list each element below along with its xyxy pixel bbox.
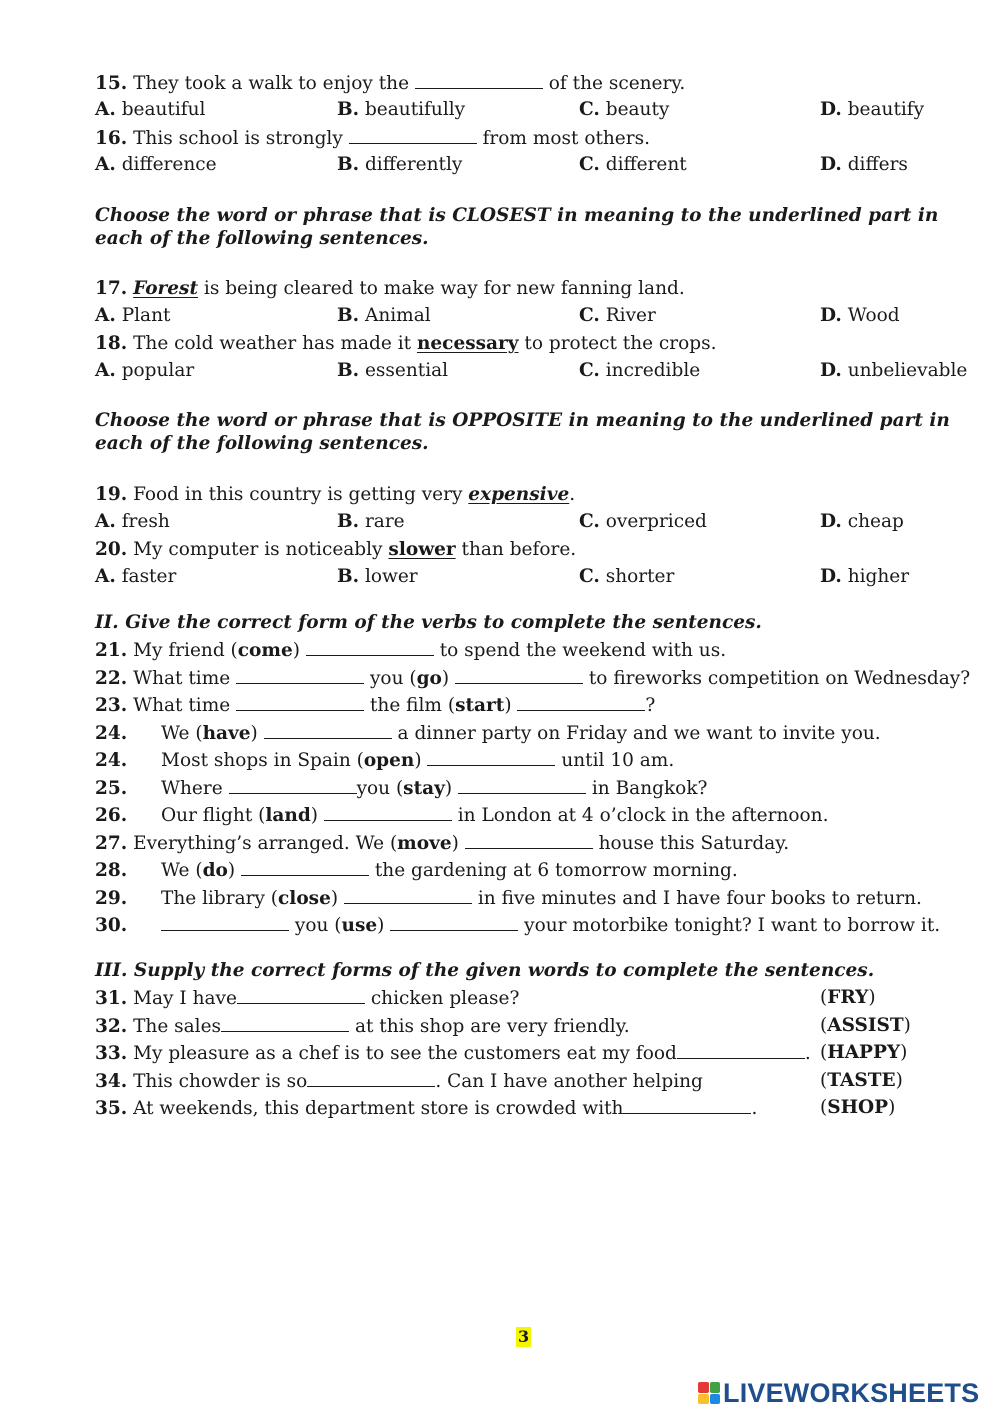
question-19: 19. Food in this country is getting very expensive. (95, 484, 576, 505)
underlined-word: Forest (133, 278, 199, 299)
answer-blank[interactable] (415, 71, 543, 89)
option-a[interactable]: A. beautiful (95, 99, 206, 120)
answer-blank[interactable] (427, 748, 555, 766)
logo-icon (698, 1382, 720, 1404)
option-d[interactable]: D. differs (820, 154, 908, 175)
option-b[interactable]: B. lower (337, 566, 418, 587)
question-30: 30. you (use) your motorbike tonight? I want to borrow it. (95, 915, 941, 936)
section-2-title: II. Give the correct form of the verbs to complete the sentences. (95, 612, 762, 633)
option-d[interactable]: D. Wood (820, 305, 900, 326)
question-23: 23. What time the film (start) ? (95, 695, 656, 716)
word-hint: (FRY) (820, 987, 876, 1008)
question-29: 29. The library (close) in five minutes and I have four books to return. (95, 888, 922, 909)
answer-blank[interactable] (306, 638, 434, 656)
question-18: 18. The cold weather has made it necessary to protect the crops. (95, 333, 717, 354)
option-c[interactable]: C. shorter (579, 566, 675, 587)
instruction-closest: Choose the word or phrase that is CLOSEST in meaning to the underlined part in each of the following sentences. (95, 205, 939, 249)
question-24a: 24. We (have) a dinner party on Friday and we want to invite you. (95, 723, 881, 744)
liveworksheets-logo[interactable] (698, 1378, 979, 1408)
question-17: 17. Forest is being cleared to make way for new fanning land. (95, 278, 685, 299)
underlined-word: expensive (468, 484, 570, 505)
question-28: 28. We (do) the gardening at 6 tomorrow morning. (95, 860, 738, 881)
option-c[interactable]: C. incredible (579, 360, 701, 381)
option-d[interactable]: D. unbelievable (820, 360, 968, 381)
question-32: 32. The sales at this shop are very friendly. (95, 1016, 630, 1037)
option-d[interactable]: D. cheap (820, 511, 904, 532)
option-a[interactable]: A. difference (95, 154, 217, 175)
answer-blank[interactable] (344, 886, 472, 904)
option-c[interactable]: C. beauty (579, 99, 670, 120)
instruction-opposite: Choose the word or phrase that is OPPOSITE in meaning to the underlined part in each of the following sentences. (95, 410, 950, 454)
logo-text: LIVEWORKSHEETS (723, 1377, 980, 1408)
answer-blank[interactable] (458, 776, 586, 794)
section-3-title: III. Supply the correct forms of the given words to complete the sentences. (95, 960, 875, 981)
option-d[interactable]: D. higher (820, 566, 910, 587)
answer-blank[interactable] (517, 693, 645, 711)
question-15: 15. They took a walk to enjoy the of the scenery. (95, 73, 686, 94)
answer-blank[interactable] (324, 803, 452, 821)
question-25: 25. Where you (stay) in Bangkok? (95, 778, 708, 799)
option-b[interactable]: B. beautifully (337, 99, 466, 120)
option-a[interactable]: A. popular (95, 360, 195, 381)
answer-blank[interactable] (349, 126, 477, 144)
question-20: 20. My computer is noticeably slower than before. (95, 539, 577, 560)
answer-blank[interactable] (229, 776, 357, 794)
answer-blank[interactable] (221, 1014, 349, 1032)
question-35: 35. At weekends, this department store is crowded with . (95, 1098, 758, 1119)
answer-blank[interactable] (677, 1041, 805, 1059)
answer-blank[interactable] (390, 913, 518, 931)
question-33: 33. My pleasure as a chef is to see the customers eat my food . (95, 1043, 811, 1064)
option-c[interactable]: C. different (579, 154, 687, 175)
word-hint: (ASSIST) (820, 1015, 911, 1036)
option-c[interactable]: C. overpriced (579, 511, 707, 532)
option-a[interactable]: A. fresh (95, 511, 170, 532)
question-31: 31. May I have chicken please? (95, 988, 520, 1009)
answer-blank[interactable] (241, 858, 369, 876)
option-b[interactable]: B. Animal (337, 305, 431, 326)
question-27: 27. Everything’s arranged. We (move) house this Saturday. (95, 833, 790, 854)
answer-blank[interactable] (455, 666, 583, 684)
question-21: 21. My friend (come) to spend the weekend with us. (95, 640, 727, 661)
underlined-word: necessary (416, 333, 519, 354)
option-b[interactable]: B. rare (337, 511, 405, 532)
option-c[interactable]: C. River (579, 305, 656, 326)
page-number: 3 (518, 1327, 530, 1346)
answer-blank[interactable] (236, 666, 364, 684)
word-hint: (SHOP) (820, 1097, 896, 1118)
question-16: 16. This school is strongly from most others. (95, 128, 650, 149)
option-a[interactable]: A. Plant (95, 305, 171, 326)
option-b[interactable]: B. differently (337, 154, 463, 175)
question-22: 22. What time you (go) to fireworks competition on Wednesday? (95, 668, 971, 689)
answer-blank[interactable] (236, 693, 364, 711)
answer-blank[interactable] (237, 986, 365, 1004)
answer-blank[interactable] (623, 1096, 751, 1114)
question-24b: 24. Most shops in Spain (open) until 10 am. (95, 750, 675, 771)
question-34: 34. This chowder is so . Can I have another helping (95, 1071, 703, 1092)
option-b[interactable]: B. essential (337, 360, 449, 381)
underlined-word: slower (388, 539, 456, 560)
answer-blank[interactable] (465, 831, 593, 849)
question-26: 26. Our flight (land) in London at 4 o’clock in the afternoon. (95, 805, 829, 826)
answer-blank[interactable] (307, 1069, 435, 1087)
answer-blank[interactable] (264, 721, 392, 739)
word-hint: (TASTE) (820, 1070, 903, 1091)
option-a[interactable]: A. faster (95, 566, 177, 587)
answer-blank[interactable] (161, 913, 289, 931)
option-d[interactable]: D. beautify (820, 99, 925, 120)
word-hint: (HAPPY) (820, 1042, 908, 1063)
